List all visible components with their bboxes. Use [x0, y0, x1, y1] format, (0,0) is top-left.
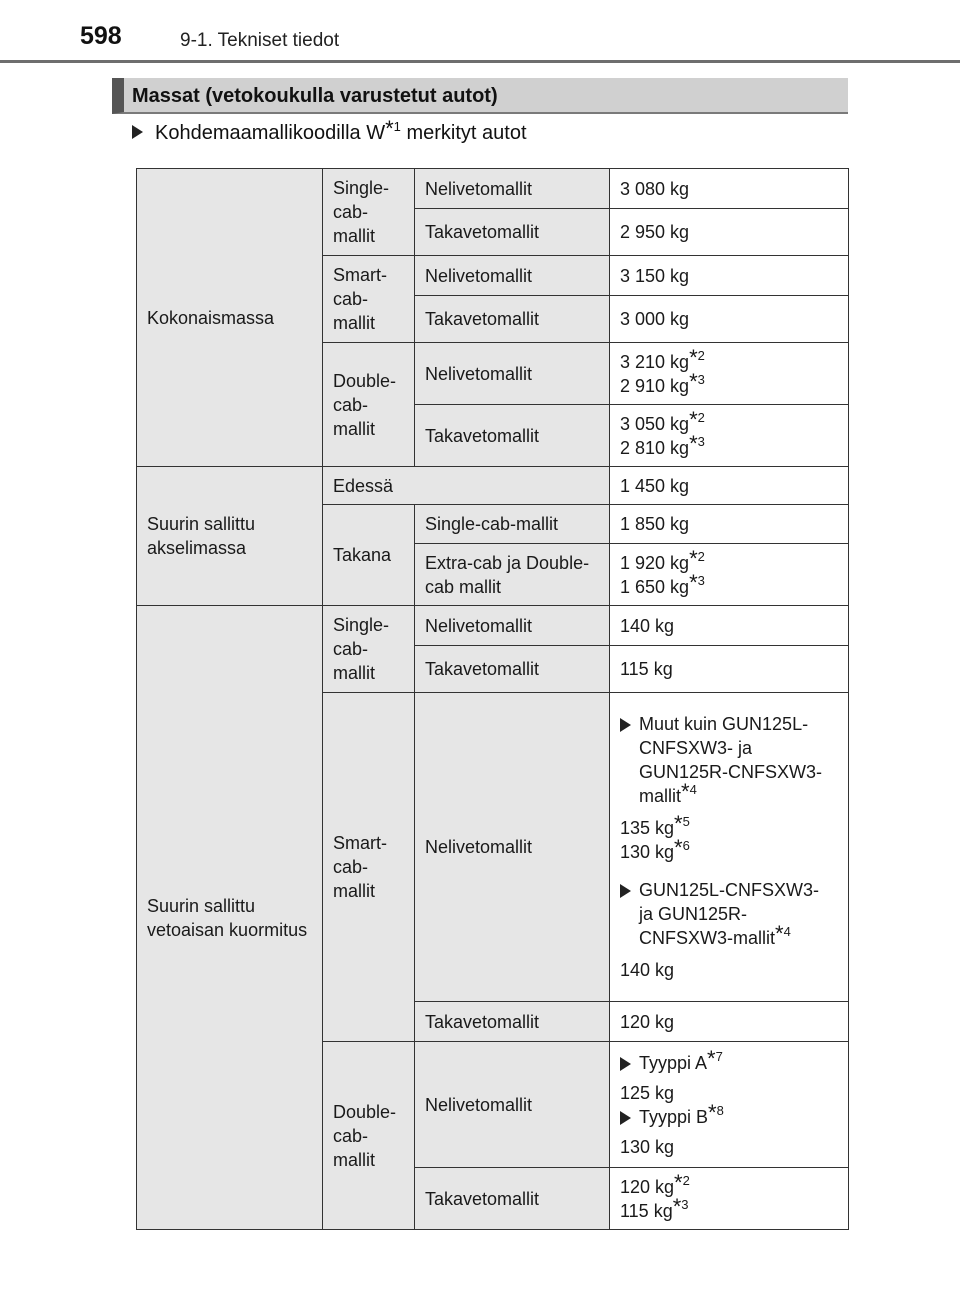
2wd-label: Takavetomallit — [415, 405, 610, 467]
footnote-star: * — [674, 811, 683, 836]
condition-label: GUN125L-CNFSXW3- ja GUN125R-CNFSXW3-mallit — [639, 880, 820, 948]
condition-text — [639, 878, 838, 950]
value-text: 1 920 kg — [620, 552, 690, 573]
footnote-number: 2 — [697, 409, 705, 425]
footnote-star: * — [689, 569, 698, 595]
footnote-star: * — [708, 1099, 717, 1125]
footnote-ref — [689, 344, 705, 370]
footnote-star: * — [689, 344, 698, 370]
condition-text — [639, 1099, 724, 1129]
header-rule — [0, 60, 960, 63]
weights-table — [136, 168, 849, 1230]
page-number: 598 — [80, 22, 122, 50]
footnote-star: * — [775, 921, 784, 946]
value-text: 2 810 kg — [620, 437, 690, 458]
footnote-number: 1 — [393, 119, 401, 134]
footnote-star: * — [674, 835, 683, 860]
condition-bullet — [620, 878, 838, 950]
towbar-smart-4wd-value — [610, 693, 849, 1002]
footnote-number: 6 — [682, 838, 690, 853]
value-text: 135 kg — [620, 818, 675, 838]
4wd-label: Nelivetomallit — [415, 256, 610, 296]
gross-single-4wd-value: 3 080 kg — [610, 169, 849, 209]
smart-cab-label: Smart-cab-mallit — [323, 256, 415, 343]
footnote-number: 4 — [689, 782, 697, 797]
rear-single-cab-value: 1 850 kg — [610, 505, 849, 544]
footnote-star: * — [681, 779, 690, 804]
value-line — [620, 835, 838, 864]
footnote-ref — [689, 545, 705, 571]
towbar-single-2wd-value: 115 kg — [610, 646, 849, 693]
condition-bullet — [620, 1099, 838, 1129]
section-title: Massat (vetokoukulla varustetut autot) — [132, 85, 498, 107]
single-cab-label: Single-cab-mallit — [323, 169, 415, 256]
subheading — [132, 116, 527, 145]
value-text: 125 kg — [620, 1082, 675, 1103]
value-text: 140 kg — [620, 960, 675, 980]
2wd-label: Takavetomallit — [415, 296, 610, 343]
footnote-ref — [674, 1169, 690, 1195]
value-text: 3 210 kg — [620, 351, 690, 372]
towbar-double-4wd-value — [610, 1042, 849, 1168]
double-cab-label: Double-cab-mallit — [323, 1042, 415, 1230]
footnote-number: 4 — [783, 924, 791, 939]
footnote-number: 3 — [697, 371, 705, 387]
4wd-label: Nelivetomallit — [415, 606, 610, 646]
footnote-ref — [775, 921, 791, 946]
value-text: 130 kg — [620, 842, 675, 862]
footnote-star: * — [385, 116, 394, 141]
footnote-number: 5 — [682, 814, 690, 829]
subheading-suffix: merkityt autot — [400, 122, 527, 144]
footnote-ref — [707, 1045, 723, 1071]
value-text: 115 kg — [620, 1200, 673, 1221]
section-heading — [112, 78, 848, 114]
towbar-double-2wd-value — [610, 1168, 849, 1230]
value-text: 1 650 kg — [620, 576, 690, 597]
footnote-star: * — [672, 1193, 682, 1219]
footnote-number: 3 — [681, 1196, 689, 1212]
4wd-label: Nelivetomallit — [415, 169, 610, 209]
value-line — [620, 1193, 838, 1223]
footnote-star: * — [689, 430, 698, 456]
gross-single-2wd-value: 2 950 kg — [610, 209, 849, 256]
value-text: 130 kg — [620, 1136, 675, 1157]
chapter-title: 9-1. Tekniset tiedot — [180, 30, 340, 51]
condition-text — [639, 712, 838, 808]
triangle-bullet-icon — [132, 125, 143, 139]
gross-double-2wd-value — [610, 405, 849, 467]
triangle-bullet-icon — [620, 884, 631, 898]
footnote-number: 3 — [697, 433, 705, 449]
footnote-ref — [689, 368, 705, 394]
footnote-star: * — [689, 368, 698, 394]
double-cab-label: Double-cab-mallit — [323, 343, 415, 467]
triangle-bullet-icon — [620, 1111, 631, 1125]
footnote-ref — [708, 1099, 724, 1125]
towbar-smart-2wd-value: 120 kg — [610, 1002, 849, 1042]
2wd-label: Takavetomallit — [415, 1002, 610, 1042]
value-line — [620, 545, 838, 575]
4wd-label: Nelivetomallit — [415, 343, 610, 405]
footnote-number: 7 — [715, 1048, 723, 1064]
triangle-bullet-icon — [620, 1057, 631, 1071]
footnote-number: 2 — [697, 347, 705, 363]
triangle-bullet-icon — [620, 718, 631, 732]
footnote-number: 2 — [682, 1172, 690, 1188]
footnote-ref — [674, 811, 690, 836]
footnote-star: * — [689, 545, 698, 571]
condition-text — [639, 1045, 723, 1075]
footnote-ref — [385, 116, 401, 141]
value-text: 2 910 kg — [620, 375, 690, 396]
table-row — [137, 606, 849, 646]
2wd-label: Takavetomallit — [415, 646, 610, 693]
footnote-ref — [689, 430, 705, 456]
single-cab-label: Single-cab-mallit — [323, 606, 415, 693]
value-line — [620, 368, 838, 398]
condition-bullet — [620, 1045, 838, 1075]
value-line — [620, 406, 838, 436]
towbar-single-4wd-value: 140 kg — [610, 606, 849, 646]
condition-label: Tyyppi B — [639, 1106, 709, 1127]
rear-extra-double-value — [610, 544, 849, 606]
towbar-load-label: Suurin sallittu vetoaisan kuormitus — [137, 606, 323, 1230]
condition-label: Tyyppi A — [639, 1052, 708, 1073]
footnote-ref — [681, 779, 697, 804]
footnote-ref — [674, 835, 690, 860]
rear-extra-double-label: Extra-cab ja Double-cab mallit — [415, 544, 610, 606]
value-line — [620, 430, 838, 460]
value-text: 3 050 kg — [620, 413, 690, 434]
axle-mass-label: Suurin sallittu akselimassa — [137, 467, 323, 606]
rear-single-cab-label: Single-cab-mallit — [415, 505, 610, 544]
gross-mass-label: Kokonaismassa — [137, 169, 323, 467]
footnote-star: * — [674, 1169, 683, 1195]
4wd-label: Nelivetomallit — [415, 693, 610, 1002]
footnote-number: 8 — [716, 1102, 724, 1118]
footnote-number: 2 — [697, 548, 705, 564]
4wd-label: Nelivetomallit — [415, 1042, 610, 1168]
value-text: 120 kg — [620, 1176, 675, 1197]
gross-double-4wd-value — [610, 343, 849, 405]
2wd-label: Takavetomallit — [415, 1168, 610, 1230]
footnote-ref — [672, 1193, 689, 1219]
footnote-star: * — [707, 1045, 716, 1071]
value-line — [620, 569, 838, 599]
footnote-number: 3 — [697, 572, 705, 588]
value-line — [620, 811, 838, 840]
condition-bullet — [620, 712, 838, 808]
subheading-prefix: Kohdemaamallikoodilla W — [155, 122, 386, 144]
table-row — [137, 169, 849, 209]
gross-smart-2wd-value: 3 000 kg — [610, 296, 849, 343]
footnote-ref — [689, 406, 705, 432]
smart-cab-label: Smart-cab-mallit — [323, 693, 415, 1042]
value-line — [620, 1169, 838, 1199]
2wd-label: Takavetomallit — [415, 209, 610, 256]
gross-smart-4wd-value: 3 150 kg — [610, 256, 849, 296]
footnote-star: * — [689, 406, 698, 432]
table-row — [137, 467, 849, 505]
value-line — [620, 344, 838, 374]
front-axle-label: Edessä — [323, 467, 610, 505]
front-axle-value: 1 450 kg — [610, 467, 849, 505]
condition-label: Muut kuin GUN125L-CNFSXW3- ja GUN125R-CNFSXW3-mallit — [639, 714, 823, 806]
footnote-ref — [689, 569, 705, 595]
rear-axle-label: Takana — [323, 505, 415, 606]
